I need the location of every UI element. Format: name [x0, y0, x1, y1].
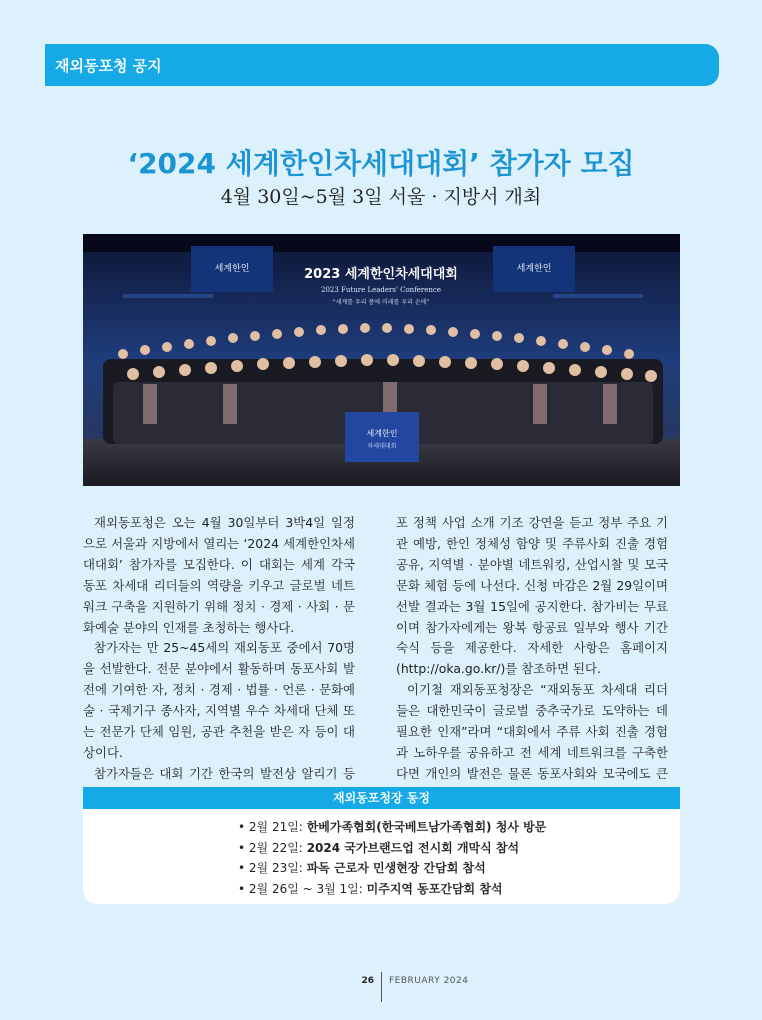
banner-slogan: “세계를 우리 품에 미래를 우리 손에” — [332, 299, 430, 306]
schedule-date: 2월 26일 ~ 3월 1일: — [248, 881, 363, 896]
schedule-date: 2월 22일: — [248, 840, 303, 855]
schedule-event: 파독 근로자 민생현장 간담회 참석 — [306, 861, 486, 875]
schedule-date: 2월 21일: — [248, 820, 303, 834]
banner-title: 2023 세계한인차세대대회 — [304, 267, 458, 282]
schedule-item — [238, 838, 680, 859]
footer-divider — [381, 972, 382, 1002]
schedule-item — [238, 858, 680, 879]
article-subtitle: 4월 30일~5월 3일 서울 · 지방서 개최 — [220, 186, 542, 208]
schedule-heading: 재외동포청장 동정 — [83, 787, 680, 809]
schedule-event: 미주지역 동포간담회 참석 — [366, 881, 503, 896]
schedule-event: 2024 국가브랜드업 전시회 개막식 참석 — [306, 840, 520, 855]
schedule-list — [83, 809, 680, 899]
body-paragraph: 참가자들은 대회 기간 한국의 발전상 알리기 등 — [94, 765, 355, 781]
schedule-date: 2월 23일: — [248, 861, 303, 875]
schedule-item — [238, 879, 680, 900]
body-paragraph: 이기철 재외동포청장은 “재외동포 차세대 리더들은 대한민국이 글로벌 중추국가로 도약하는 데 필요한 인재”라며 “대회에서 주류 사회 진출 경험과 노하우를 공유하고 전 세계 네트워크를 구축한다면 개인의 발전은 물론 동포사회와 모국에도 큰 — [396, 682, 668, 781]
podium-logo: 세계한인 — [366, 429, 398, 438]
body-paragraph: 참가자는 만 25~45세의 재외동포 중에서 70명을 선발한다. 전문 분야에서 활동하며 동포사회 발전에 기여한 자, 정치 · 경제 · 법률 · 언론 · 문화예술 · 국제기구 종사자, 지역별 우수 차세대 단체 또는 전문가 단체 임원, 공관 추천을 받은 자 등이 대상이다. — [83, 640, 355, 760]
body-paragraph: 재외동포청은 오는 4월 30일부터 3박4일 일정으로 서울과 지방에서 열리는 ‘2024 세계한인차세대대회’ 참가자를 모집한다. 이 대회는 세계 각국 동포 차세대 리더들의 역량을 키우고 글로벌 네트워크 구축을 지원하기 위해 정치 · 경제 · 사회 · 문화예술 분야의 인재를 초청하는 행사다. — [83, 515, 355, 635]
side-banner-left-logo: 세계한인 — [214, 264, 250, 274]
schedule-box — [83, 787, 680, 904]
article-body-right — [396, 513, 668, 806]
side-banner-right-logo: 세계한인 — [516, 264, 552, 274]
article-title: ‘2024 세계한인차세대대회’ 참가자 모집 — [127, 147, 635, 180]
body-paragraph: 포 정책 사업 소개 기조 강연을 듣고 정부 주요 기관 예방, 한인 정체성 함양 및 주류사회 진출 경험 공유, 지역별 · 분야별 네트워킹, 산업시찰 및 모국 문화 체험 등에 나선다. 신청 마감은 2월 29일이며 선발 결과는 3월 15일에 공지한다. 참가비는 무료이며 참가자에게는 왕복 항공료 일부와 행사 기간 숙식 등을 제공한다. 자세한 사항은 홈페이지(http://oka.go.kr/)를 참조하면 된다. — [396, 515, 668, 677]
schedule-item — [238, 817, 680, 838]
conference-group-photo — [83, 234, 680, 486]
banner-subtitle: 2023 Future Leaders' Conference — [321, 286, 441, 294]
section-header — [45, 44, 719, 86]
issue-month: FEBRUARY 2024 — [389, 976, 469, 986]
podium-logo-sub: 차세대대회 — [367, 443, 397, 450]
section-header-label: 재외동포청 공지 — [55, 57, 162, 75]
page-footer — [0, 972, 762, 1002]
page-number: 26 — [361, 976, 374, 986]
schedule-event: 한베가족협회(한국베트남가족협회) 청사 방문 — [306, 820, 547, 834]
article-body-left — [83, 513, 355, 806]
